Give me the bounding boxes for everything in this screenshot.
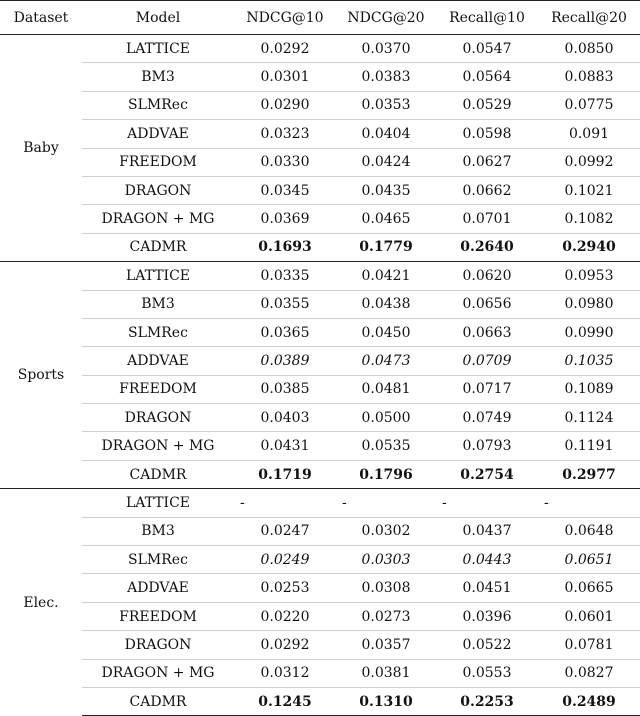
model-name: SLMRec — [82, 318, 234, 346]
metric-ndcg10: 0.0431 — [234, 432, 336, 460]
metric-ndcg10: 0.0292 — [260, 40, 310, 57]
metric-ndcg10: 0.0290 — [234, 91, 336, 119]
table-row — [0, 233, 640, 261]
model-name: BM3 — [82, 63, 234, 91]
table-row — [0, 35, 640, 63]
metric-ndcg20: 0.0450 — [336, 318, 436, 346]
metric-recall20: 0.0827 — [538, 659, 640, 687]
metric-ndcg20: - — [336, 489, 436, 517]
model-name: DRAGON — [82, 404, 234, 432]
metric-ndcg10: 0.0355 — [234, 290, 336, 318]
header-model: Model — [82, 1, 234, 35]
model-name: ADDVAE — [82, 574, 234, 602]
metric-recall20: 0.0850 — [564, 40, 614, 57]
metric-recall10: - — [436, 489, 538, 517]
metric-recall10: 0.2754 — [436, 460, 538, 488]
metric-recall10: 0.0553 — [436, 659, 538, 687]
metric-ndcg20: 0.0438 — [336, 290, 436, 318]
model-name: BM3 — [82, 517, 234, 545]
model-name: LATTICE — [82, 489, 234, 517]
model-name: DRAGON + MG — [82, 432, 234, 460]
table-row — [0, 517, 640, 545]
table-row — [0, 489, 640, 517]
table-row — [0, 176, 640, 204]
table-row — [0, 347, 640, 375]
metric-recall20: 0.0601 — [538, 602, 640, 630]
metric-recall10: 0.2253 — [436, 687, 538, 715]
metric-recall20: 0.0980 — [538, 290, 640, 318]
metric-ndcg10: 0.0220 — [234, 602, 336, 630]
metric-ndcg10: 0.0345 — [234, 176, 336, 204]
table-row — [0, 63, 640, 91]
metric-ndcg20: 0.0404 — [336, 120, 436, 148]
metric-ndcg20: 0.0383 — [336, 63, 436, 91]
metric-ndcg20: 0.1779 — [336, 233, 436, 261]
metric-recall10: 0.0709 — [436, 347, 538, 375]
model-name: CADMR — [82, 460, 234, 488]
model-name: SLMRec — [82, 546, 234, 574]
table-row — [0, 687, 640, 715]
model-name: DRAGON + MG — [82, 205, 234, 233]
metric-ndcg20: 0.0535 — [336, 432, 436, 460]
metric-recall20: 0.0990 — [538, 318, 640, 346]
metric-recall10: 0.0529 — [436, 91, 538, 119]
table-header — [0, 1, 640, 35]
model-name: FREEDOM — [82, 602, 234, 630]
metric-recall10: 0.0396 — [436, 602, 538, 630]
metric-recall20: 0.1191 — [538, 432, 640, 460]
metric-recall20: 0.2940 — [538, 233, 640, 261]
table-row — [0, 404, 640, 432]
metric-ndcg10: 0.0389 — [234, 347, 336, 375]
metric-ndcg10: - — [234, 489, 336, 517]
header-row — [0, 1, 640, 35]
table-row — [0, 574, 640, 602]
table-row — [0, 262, 640, 290]
metric-recall20: - — [538, 489, 640, 517]
metric-ndcg20: 0.0303 — [336, 546, 436, 574]
table-row — [0, 659, 640, 687]
metric-recall20: 0.1021 — [538, 176, 640, 204]
metric-ndcg20: 0.0473 — [336, 347, 436, 375]
metric-recall10: 0.0701 — [436, 205, 538, 233]
metric-ndcg10: 0.0323 — [234, 120, 336, 148]
metric-ndcg10: 0.0330 — [234, 148, 336, 176]
metric-ndcg20: 0.0357 — [336, 631, 436, 659]
metric-recall10: 0.0717 — [436, 375, 538, 403]
table-row — [0, 460, 640, 488]
model-name: ADDVAE — [82, 347, 234, 375]
metric-ndcg10: 0.1719 — [234, 460, 336, 488]
metric-recall20: 0.0775 — [538, 91, 640, 119]
metric-ndcg10: 0.0335 — [234, 262, 336, 290]
metric-recall10: 0.0564 — [436, 63, 538, 91]
metric-recall10: 0.0547 — [462, 40, 512, 57]
metric-ndcg10: 0.0403 — [234, 404, 336, 432]
dataset-group — [0, 489, 640, 716]
metric-ndcg10: 0.0247 — [234, 517, 336, 545]
dataset-label: Baby — [23, 140, 59, 157]
model-name: BM3 — [82, 290, 234, 318]
metric-ndcg10: 0.0292 — [234, 631, 336, 659]
metric-ndcg10: 0.0301 — [234, 63, 336, 91]
metric-ndcg10: 0.0385 — [234, 375, 336, 403]
metric-ndcg10: 0.1245 — [234, 687, 336, 715]
metric-recall10: 0.0627 — [436, 148, 538, 176]
model-name: DRAGON — [82, 631, 234, 659]
dataset-label: Elec. — [0, 489, 82, 716]
metric-ndcg20: 0.0435 — [336, 176, 436, 204]
metric-recall10: 0.0663 — [436, 318, 538, 346]
metric-recall20: 0.0953 — [538, 262, 640, 290]
header-ndcg20: NDCG@20 — [336, 1, 436, 35]
metric-ndcg20: 0.0381 — [336, 659, 436, 687]
metric-recall10: 0.0662 — [436, 176, 538, 204]
table-row — [0, 120, 640, 148]
model-name: SLMRec — [82, 91, 234, 119]
metric-recall20: 0.091 — [538, 120, 640, 148]
metric-recall10: 0.0620 — [436, 262, 538, 290]
header-recall20: Recall@20 — [538, 1, 640, 35]
model-name: FREEDOM — [82, 148, 234, 176]
metric-recall20: 0.2489 — [538, 687, 640, 715]
table-row — [0, 602, 640, 630]
metric-recall20: 0.0992 — [538, 148, 640, 176]
table-row — [0, 631, 640, 659]
metric-ndcg20: 0.1796 — [336, 460, 436, 488]
dataset-label: Sports — [0, 262, 82, 489]
metric-ndcg20: 0.0481 — [336, 375, 436, 403]
model-name: FREEDOM — [82, 375, 234, 403]
metric-recall20: 0.0651 — [538, 546, 640, 574]
model-name: LATTICE — [125, 40, 191, 57]
metric-ndcg20: 0.0424 — [336, 148, 436, 176]
header-ndcg10: NDCG@10 — [234, 1, 336, 35]
metric-ndcg10: 0.0253 — [234, 574, 336, 602]
table-row — [0, 318, 640, 346]
metric-recall10: 0.0443 — [436, 546, 538, 574]
metric-recall20: 0.0883 — [538, 63, 640, 91]
metric-recall20: 0.1035 — [538, 347, 640, 375]
header-dataset: Dataset — [0, 1, 82, 35]
metric-recall10: 0.2640 — [436, 233, 538, 261]
metric-recall20: 0.1124 — [538, 404, 640, 432]
model-name: LATTICE — [82, 262, 234, 290]
model-name: DRAGON — [82, 176, 234, 204]
dataset-group — [0, 35, 640, 262]
metric-recall10: 0.0749 — [436, 404, 538, 432]
metric-ndcg10: 0.1693 — [234, 233, 336, 261]
metric-ndcg10: 0.0312 — [234, 659, 336, 687]
metric-ndcg20: 0.0273 — [336, 602, 436, 630]
metric-recall20: 0.2977 — [538, 460, 640, 488]
metric-ndcg20: 0.1310 — [336, 687, 436, 715]
table-row — [0, 205, 640, 233]
metric-recall20: 0.0781 — [538, 631, 640, 659]
metric-recall10: 0.0522 — [436, 631, 538, 659]
table-row — [0, 290, 640, 318]
metric-recall10: 0.0598 — [436, 120, 538, 148]
header-recall10: Recall@10 — [436, 1, 538, 35]
table-row — [0, 432, 640, 460]
metric-ndcg10: 0.0369 — [234, 205, 336, 233]
table-row — [0, 375, 640, 403]
metric-ndcg20: 0.0302 — [336, 517, 436, 545]
metric-recall20: 0.0648 — [538, 517, 640, 545]
metric-ndcg20: 0.0500 — [336, 404, 436, 432]
metric-recall10: 0.0451 — [436, 574, 538, 602]
metric-recall10: 0.0656 — [436, 290, 538, 318]
model-name: CADMR — [82, 233, 234, 261]
metric-ndcg20: 0.0353 — [336, 91, 436, 119]
table-row — [0, 148, 640, 176]
model-name: ADDVAE — [82, 120, 234, 148]
dataset-group — [0, 262, 640, 489]
metric-ndcg20: 0.0308 — [336, 574, 436, 602]
metric-recall20: 0.1089 — [538, 375, 640, 403]
metric-ndcg10: 0.0365 — [234, 318, 336, 346]
metric-recall10: 0.0437 — [436, 517, 538, 545]
metric-recall10: 0.0793 — [436, 432, 538, 460]
metric-ndcg20: 0.0370 — [361, 40, 411, 57]
metric-recall20: 0.1082 — [538, 205, 640, 233]
metric-ndcg20: 0.0421 — [336, 262, 436, 290]
model-name: DRAGON + MG — [82, 659, 234, 687]
model-name: CADMR — [82, 687, 234, 715]
table-row — [0, 91, 640, 119]
table-row — [0, 546, 640, 574]
metric-ndcg20: 0.0465 — [336, 205, 436, 233]
metric-ndcg10: 0.0249 — [234, 546, 336, 574]
metric-recall20: 0.0665 — [538, 574, 640, 602]
